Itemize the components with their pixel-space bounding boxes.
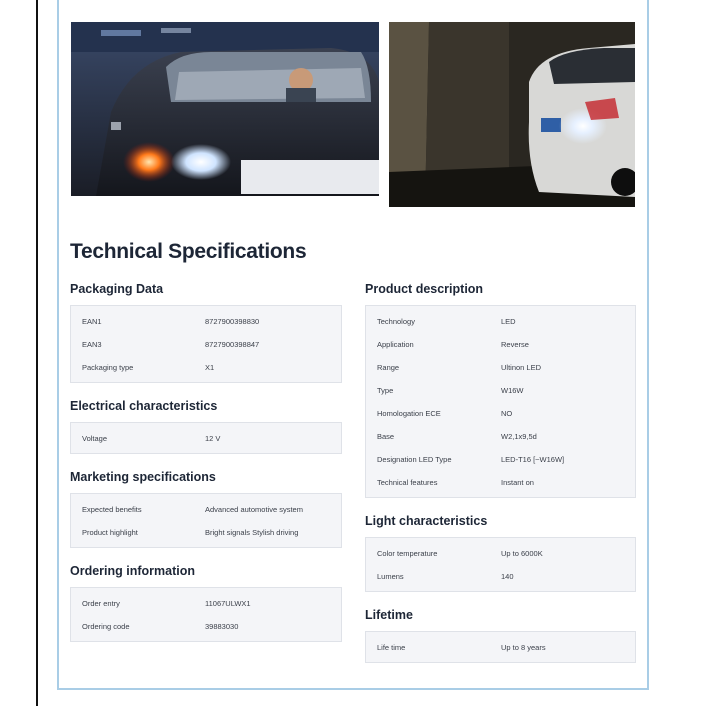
spec-label: Designation LED Type [377, 455, 452, 464]
spec-row [366, 317, 635, 329]
spec-value: Up to 6000K [501, 549, 543, 558]
spec-label: Technical features [377, 478, 438, 487]
spec-value: W16W [501, 386, 524, 395]
spec-row [366, 643, 635, 655]
electrical-characteristics-table [70, 422, 342, 454]
spec-label: Range [377, 363, 400, 372]
lifetime-heading: Lifetime [365, 608, 413, 622]
spec-value: Bright signals Stylish driving [205, 528, 299, 537]
ordering-information-table [70, 587, 342, 642]
page-title: Technical Specifications [70, 240, 307, 263]
marketing-specifications-table [70, 493, 342, 548]
spec-value: W2,1x9,5d [501, 432, 537, 441]
spec-row [366, 340, 635, 352]
packaging-data-heading: Packaging Data [70, 282, 164, 296]
spec-label: Voltage [82, 434, 108, 443]
light-characteristics-heading: Light characteristics [365, 514, 488, 528]
spec-label: Packaging type [82, 363, 134, 372]
spec-value: Advanced automotive system [205, 505, 303, 514]
spec-row [71, 363, 341, 375]
spec-row [71, 505, 341, 517]
spec-label: Color temperature [377, 549, 438, 558]
spec-label: Type [377, 386, 394, 395]
spec-row [366, 572, 635, 584]
spec-value: Up to 8 years [501, 643, 546, 652]
spec-label: EAN1 [82, 317, 102, 326]
spec-row [366, 432, 635, 444]
spec-label: Product highlight [82, 528, 138, 537]
car-rear-photo [71, 22, 379, 196]
spec-label: Technology [377, 317, 415, 326]
spec-value: 8727900398847 [205, 340, 260, 349]
spec-label: Homologation ECE [377, 409, 441, 418]
spec-label: Ordering code [82, 622, 130, 631]
spec-label: Application [377, 340, 414, 349]
spec-value: NO [501, 409, 513, 418]
packaging-data-table [70, 305, 342, 383]
spec-row [71, 434, 341, 446]
spec-row [366, 409, 635, 421]
ordering-information-heading: Ordering information [70, 564, 195, 578]
spec-row [71, 528, 341, 540]
marketing-specifications-heading: Marketing specifications [70, 470, 216, 484]
spec-label: EAN3 [82, 340, 102, 349]
spec-value: LED [501, 317, 516, 326]
spec-row [71, 599, 341, 611]
spec-value: 11067ULWX1 [205, 599, 251, 608]
spec-row [71, 622, 341, 634]
spec-value: 12 V [205, 434, 221, 443]
spec-value: LED-T16 [~W16W] [501, 455, 565, 464]
spec-row [366, 386, 635, 398]
spec-value: Instant on [501, 478, 534, 487]
spec-row [366, 549, 635, 561]
spec-label: Expected benefits [82, 505, 142, 514]
spec-value: 8727900398830 [205, 317, 260, 326]
product-description-table [365, 305, 636, 498]
lifetime-table [365, 631, 636, 663]
spec-row [71, 340, 341, 352]
spec-label: Order entry [82, 599, 120, 608]
spec-value: 39883030 [205, 622, 239, 631]
spec-value: Ultinon LED [501, 363, 542, 372]
spec-value: X1 [205, 363, 215, 372]
light-characteristics-table [365, 537, 636, 592]
spec-row [366, 455, 635, 467]
spec-row [366, 478, 635, 490]
spec-value: 140 [501, 572, 514, 581]
spec-value: Reverse [501, 340, 529, 349]
white-car-garage-photo [389, 22, 635, 207]
electrical-characteristics-heading: Electrical characteristics [70, 399, 218, 413]
spec-label: Base [377, 432, 395, 441]
spec-row [366, 363, 635, 375]
page-left-border [36, 0, 38, 706]
spec-label: Lumens [377, 572, 404, 581]
spec-label: Life time [377, 643, 406, 652]
spec-row [71, 317, 341, 329]
product-description-heading: Product description [365, 282, 484, 296]
